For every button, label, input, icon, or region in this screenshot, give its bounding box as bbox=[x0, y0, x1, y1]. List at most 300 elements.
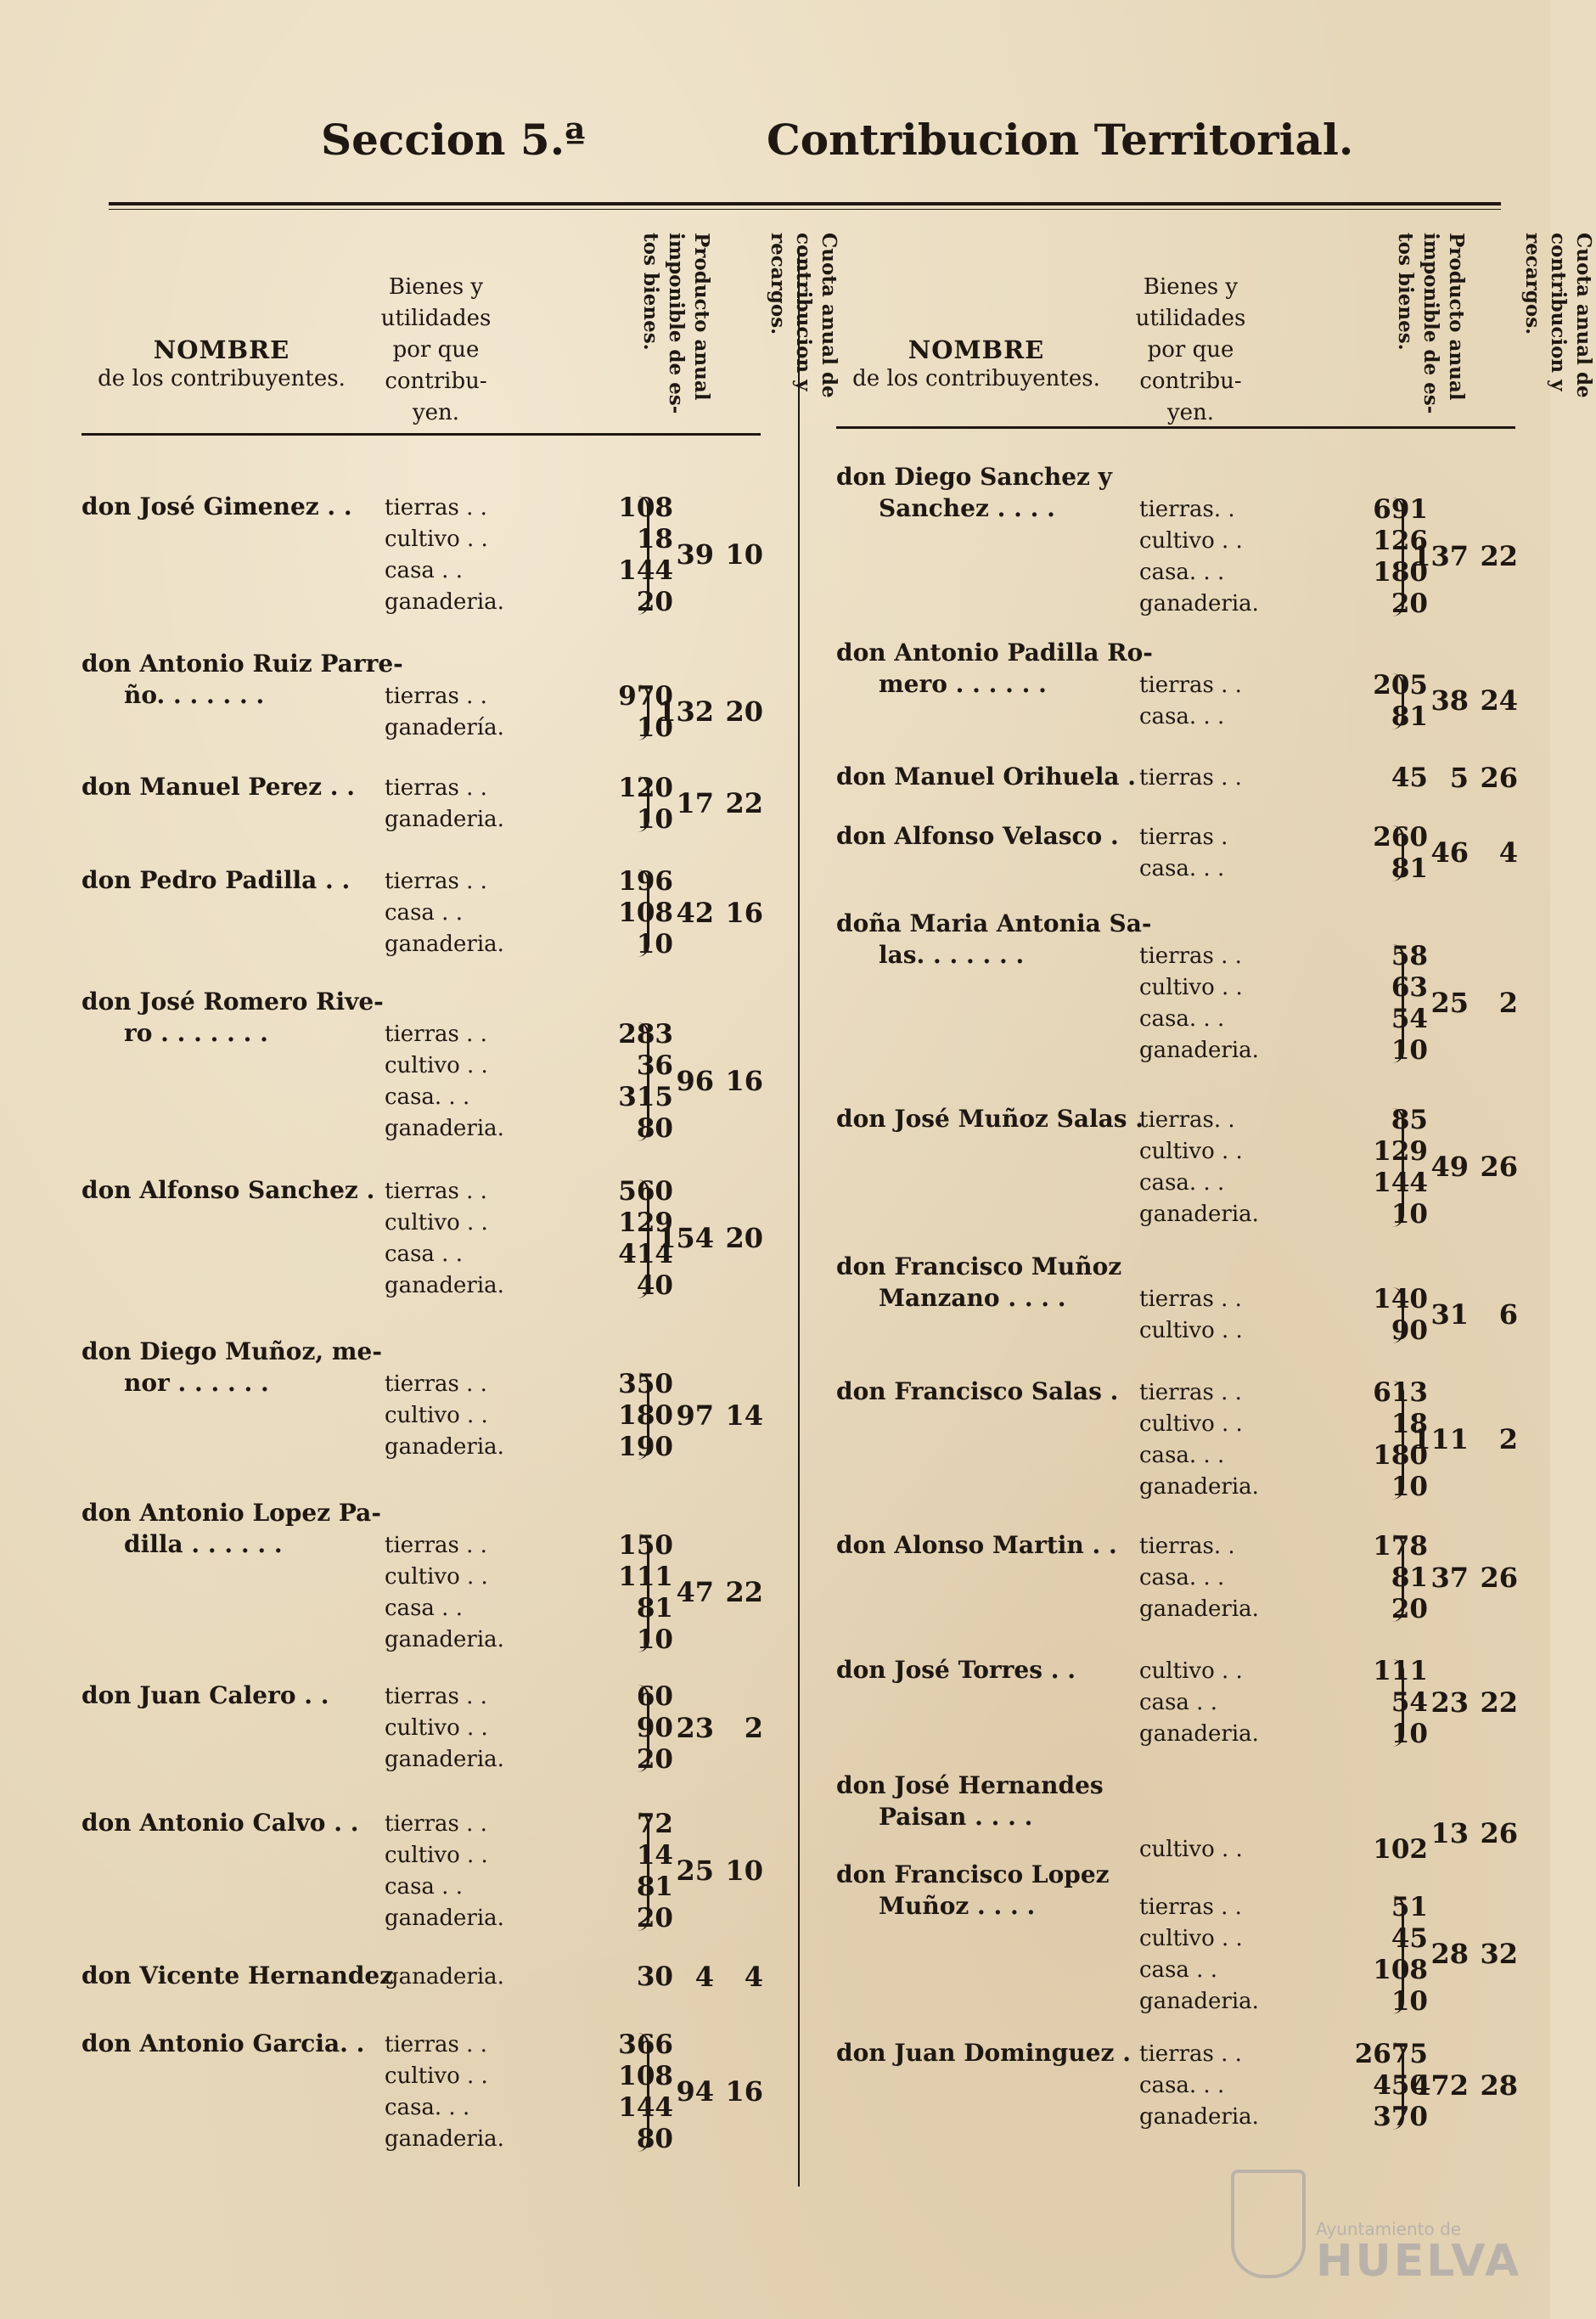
cuota-reales: 37 bbox=[1430, 1561, 1469, 1594]
grouping-brace bbox=[635, 1685, 649, 1772]
grouping-brace bbox=[1390, 1659, 1404, 1747]
cuota-maravedis: 16 bbox=[725, 896, 763, 929]
contributor-entry bbox=[81, 1337, 763, 1462]
producto-value: 10 bbox=[636, 1624, 673, 1655]
holding-type: cultivo . . bbox=[1139, 1139, 1243, 1164]
producto-value: 2675 bbox=[1354, 2039, 1428, 2069]
holding-row bbox=[385, 1400, 673, 1432]
producto-value: 366 bbox=[618, 2029, 673, 2060]
holding-row bbox=[385, 1624, 673, 1656]
holding-row bbox=[1139, 941, 1428, 972]
holding-type: tierras . . bbox=[1139, 2041, 1242, 2067]
holdings-list bbox=[1139, 670, 1428, 733]
header-rule bbox=[81, 433, 761, 436]
grouping-brace bbox=[1390, 1108, 1404, 1227]
holding-row bbox=[1139, 1656, 1428, 1687]
holding-type: cultivo . . bbox=[1139, 1926, 1243, 1951]
producto-value: 180 bbox=[618, 1400, 673, 1431]
holding-row bbox=[1139, 1923, 1428, 1955]
contributor-name-cont: Muñoz . . . . bbox=[879, 1892, 1036, 1920]
holding-row bbox=[385, 866, 673, 898]
holding-type: casa. . . bbox=[385, 1084, 470, 1110]
coat-of-arms-icon bbox=[1231, 2170, 1306, 2278]
contributor-name: don Pedro Padilla . . bbox=[81, 866, 351, 894]
nombre-header-subtitle: de los contribuyentes. bbox=[852, 366, 1100, 391]
producto-value: 613 bbox=[1373, 1377, 1428, 1408]
producto-value: 450 bbox=[1373, 2070, 1428, 2101]
holding-type: casa . . bbox=[1139, 1957, 1217, 1983]
nombre-header-title: NOMBRE bbox=[908, 335, 1045, 364]
grouping-brace bbox=[635, 684, 649, 740]
cuota-maravedis: 10 bbox=[725, 1855, 763, 1887]
contributor-entry bbox=[836, 2039, 1518, 2133]
producto-value: 81 bbox=[1391, 1562, 1428, 1593]
holding-type: casa. . . bbox=[385, 2095, 470, 2120]
cuota-header bbox=[638, 233, 840, 436]
producto-value: 10 bbox=[1391, 1035, 1428, 1066]
producto-value: 80 bbox=[636, 2124, 673, 2154]
cuota-maravedis: 22 bbox=[1480, 540, 1518, 572]
grouping-brace bbox=[635, 1812, 649, 1931]
contributor-entry bbox=[836, 639, 1518, 732]
holding-row bbox=[1139, 2102, 1428, 2133]
producto-value: 315 bbox=[618, 1082, 673, 1112]
holdings-list bbox=[1139, 941, 1428, 1067]
cuota-reales: 132 bbox=[657, 695, 714, 728]
holding-row bbox=[385, 1872, 673, 1903]
cuota-reales: 13 bbox=[1430, 1817, 1469, 1849]
holding-row bbox=[385, 898, 673, 929]
grouping-brace bbox=[1390, 1895, 1404, 2014]
cuota-reales: 472 bbox=[1412, 2069, 1469, 2102]
holding-type: tierras . . bbox=[385, 1371, 487, 1397]
holding-type: ganaderia. bbox=[385, 1747, 504, 1772]
holding-row bbox=[1139, 763, 1428, 794]
producto-value: 180 bbox=[1373, 1440, 1428, 1471]
holdings-list bbox=[1139, 1377, 1428, 1503]
producto-value: 370 bbox=[1373, 2102, 1428, 2132]
cuota-reales: 23 bbox=[1430, 1686, 1469, 1719]
producto-value: 111 bbox=[1373, 1656, 1428, 1686]
contributor-entry bbox=[836, 1377, 1518, 1503]
contributor-name: don Alonso Martin . . bbox=[836, 1531, 1117, 1559]
producto-value: 20 bbox=[1391, 1594, 1428, 1624]
holding-row bbox=[1139, 1803, 1428, 1834]
bienes-header-line: contribu- bbox=[385, 369, 487, 394]
cuota-reales: 46 bbox=[1430, 836, 1469, 869]
holding-type: tierras . . bbox=[385, 1022, 487, 1047]
producto-header bbox=[1265, 233, 1468, 436]
producto-value: 10 bbox=[1391, 1986, 1428, 2017]
bienes-header-line: Bienes y bbox=[388, 274, 484, 300]
holding-type: cultivo . . bbox=[385, 1843, 488, 1868]
holdings-list bbox=[1139, 1803, 1428, 1866]
contributor-name-cont: mero . . . . . . bbox=[879, 670, 1047, 698]
contributor-entry bbox=[81, 1176, 761, 1302]
holding-type: cultivo . . bbox=[1139, 1411, 1243, 1437]
contributor-entry bbox=[836, 1771, 1518, 1865]
cuota-maravedis: 20 bbox=[725, 695, 763, 728]
holding-row bbox=[385, 1681, 673, 1713]
grouping-brace bbox=[1390, 1381, 1404, 1500]
grouping-brace bbox=[635, 1179, 649, 1298]
contributor-entry bbox=[836, 761, 1518, 825]
holdings-list bbox=[385, 1019, 673, 1145]
holding-type: casa. . . bbox=[1139, 560, 1225, 585]
contributor-name: don Antonio Calvo . . bbox=[81, 1809, 359, 1837]
cuota-maravedis: 4 bbox=[744, 1960, 763, 1993]
holding-row bbox=[385, 1082, 673, 1113]
holding-type: casa . . bbox=[385, 1596, 463, 1621]
bienes-header bbox=[1125, 272, 1256, 429]
holding-type: ganaderia. bbox=[385, 589, 504, 615]
holding-type: tierras . bbox=[1139, 825, 1228, 850]
holding-type: casa. . . bbox=[1139, 1170, 1225, 1196]
holding-type: cultivo . . bbox=[1139, 528, 1243, 554]
holdings-list bbox=[1139, 1284, 1428, 1347]
holding-row bbox=[1139, 670, 1428, 701]
producto-value: 40 bbox=[636, 1270, 673, 1301]
grouping-brace bbox=[1390, 673, 1404, 729]
watermark-line2: HUELVA bbox=[1316, 2236, 1522, 2287]
cuota-reales: 4 bbox=[694, 1960, 714, 1993]
holding-type: cultivo . . bbox=[385, 1564, 488, 1590]
holding-type: casa . . bbox=[385, 1874, 463, 1900]
grouping-brace bbox=[635, 776, 649, 832]
holding-type: tierras . . bbox=[385, 775, 487, 801]
producto-value: 80 bbox=[636, 1113, 673, 1144]
producto-value: 81 bbox=[1391, 701, 1428, 732]
holding-row bbox=[1139, 1315, 1428, 1347]
producto-value: 63 bbox=[1391, 972, 1428, 1003]
holdings-list bbox=[385, 681, 673, 744]
holding-row bbox=[1139, 1594, 1428, 1625]
grouping-brace bbox=[635, 496, 649, 615]
holding-row bbox=[385, 712, 673, 744]
holdings-list bbox=[385, 1176, 673, 1302]
grouping-brace bbox=[635, 870, 649, 957]
cuota-reales: 23 bbox=[676, 1711, 714, 1744]
holding-type: ganaderia. bbox=[385, 1273, 504, 1298]
cuota-maravedis: 6 bbox=[1498, 1298, 1518, 1331]
holding-row bbox=[385, 773, 673, 804]
holdings-list bbox=[1139, 494, 1428, 620]
contributor-name: don Alfonso Sanchez . bbox=[81, 1176, 375, 1204]
producto-value: 18 bbox=[1391, 1409, 1428, 1439]
holding-row bbox=[1139, 1105, 1428, 1136]
holding-type: casa . . bbox=[1139, 1690, 1217, 1715]
contributor-name-cont: las. . . . . . . bbox=[879, 941, 1025, 969]
holding-row bbox=[385, 1593, 673, 1624]
holding-type: cultivo . . bbox=[385, 1715, 488, 1741]
holding-type: ganaderia. bbox=[385, 807, 504, 832]
producto-value: 414 bbox=[618, 1239, 673, 1269]
holding-row bbox=[385, 1432, 673, 1463]
grouping-brace bbox=[635, 2033, 649, 2152]
contributor-entry bbox=[81, 493, 761, 618]
holding-type: ganaderia. bbox=[1139, 1721, 1259, 1747]
holdings-list bbox=[1139, 763, 1428, 794]
contributor-name-cont: Manzano . . . . bbox=[879, 1284, 1066, 1312]
watermark-line1: Ayuntamiento de bbox=[1316, 2219, 1462, 2239]
cuota-reales: 17 bbox=[676, 787, 714, 819]
holding-row bbox=[1139, 972, 1428, 1004]
contributor-name-cont: nor . . . . . . bbox=[124, 1369, 269, 1397]
holdings-list bbox=[385, 1809, 673, 1934]
holding-type: ganaderia. bbox=[385, 2126, 504, 2152]
contributor-name: don Antonio Garcia. . bbox=[81, 2029, 365, 2057]
contributor-name: don Antonio Ruiz Parre- bbox=[81, 650, 403, 678]
holding-row bbox=[385, 1713, 673, 1744]
holding-type: cultivo . . bbox=[1139, 975, 1243, 1000]
holding-type: ganaderia. bbox=[385, 1905, 504, 1931]
cuota-maravedis: 22 bbox=[725, 1576, 763, 1608]
holding-type: casa. . . bbox=[1139, 1006, 1225, 1032]
holding-type: ganaderia. bbox=[1139, 2104, 1259, 2130]
holding-row bbox=[1139, 1531, 1428, 1562]
holding-type: casa. . . bbox=[1139, 856, 1225, 881]
contributor-name: don Juan Dominguez . bbox=[836, 2039, 1131, 2067]
holding-row bbox=[385, 1270, 673, 1302]
bienes-header-line: contribu- bbox=[1139, 369, 1242, 394]
contributor-name-cont: dilla . . . . . . bbox=[124, 1530, 283, 1558]
holding-row bbox=[1139, 701, 1428, 733]
producto-value: 150 bbox=[618, 1530, 673, 1561]
bienes-header-line: Bienes y bbox=[1143, 274, 1239, 300]
holding-type: cultivo . . bbox=[385, 2063, 488, 2089]
producto-value: 129 bbox=[1373, 1136, 1428, 1167]
contributor-entry bbox=[836, 1656, 1518, 1750]
column-divider bbox=[798, 246, 800, 2187]
producto-value: 560 bbox=[618, 1176, 673, 1207]
contributor-name: don José Gimenez . . bbox=[81, 493, 352, 521]
contributor-name: don Vicente Hernandez bbox=[81, 1962, 394, 1990]
contributor-name: don Juan Calero . . bbox=[81, 1681, 329, 1709]
holding-row bbox=[385, 1239, 673, 1270]
producto-value: 144 bbox=[618, 2092, 673, 2123]
holding-type: casa. . . bbox=[1139, 704, 1225, 729]
contributor-entry bbox=[836, 1531, 1518, 1625]
bienes-header bbox=[370, 272, 502, 429]
holding-type: ganadería. bbox=[385, 715, 504, 740]
cuota-maravedis: 2 bbox=[1498, 1423, 1518, 1455]
producto-header-text: Producto anual imponible de es- tos bienes. bbox=[1394, 233, 1468, 414]
producto-value: 129 bbox=[618, 1207, 673, 1238]
cuota-maravedis: 16 bbox=[725, 2075, 763, 2108]
producto-value: 10 bbox=[1391, 1199, 1428, 1230]
holding-row bbox=[1139, 1986, 1428, 2018]
producto-header-text: Producto anual imponible de es- tos bienes. bbox=[639, 233, 713, 414]
holding-type: cultivo . . bbox=[385, 1403, 488, 1428]
producto-value: 81 bbox=[636, 1872, 673, 1902]
holding-row bbox=[385, 1903, 673, 1934]
cuota-reales: 25 bbox=[676, 1855, 714, 1887]
bienes-header-line: utilidades bbox=[1135, 306, 1246, 331]
contributor-entry bbox=[81, 1809, 761, 1934]
cuota-reales: 47 bbox=[676, 1576, 714, 1608]
cuota-maravedis: 2 bbox=[1498, 987, 1518, 1019]
holding-row bbox=[385, 1530, 673, 1562]
holding-row bbox=[1139, 1168, 1428, 1199]
cuota-maravedis: 2 bbox=[744, 1711, 763, 1744]
holding-type: ganaderia. bbox=[1139, 1989, 1259, 2014]
cuota-reales: 94 bbox=[676, 2075, 714, 2108]
contributor-name: don Manuel Orihuela . bbox=[836, 763, 1136, 791]
producto-value: 36 bbox=[636, 1050, 673, 1081]
contributor-name: don Antonio Padilla Ro- bbox=[836, 639, 1153, 667]
contributor-entry bbox=[836, 463, 1518, 619]
holding-type: tierras . . bbox=[1139, 943, 1242, 969]
holding-row bbox=[385, 1207, 673, 1239]
producto-value: 10 bbox=[1391, 1719, 1428, 1749]
holding-row bbox=[1139, 853, 1428, 885]
holding-type: tierras . . bbox=[1139, 1286, 1242, 1312]
holding-type: cultivo . . bbox=[1139, 1318, 1243, 1343]
producto-value: 20 bbox=[636, 1903, 673, 1933]
cuota-header-text: Cuota anual de contribucion y recargos. bbox=[767, 233, 840, 398]
contributor-entry bbox=[81, 2029, 761, 2155]
holdings-list bbox=[385, 866, 673, 960]
cuota-reales: 31 bbox=[1430, 1298, 1469, 1331]
producto-value: 45 bbox=[1391, 1923, 1428, 1954]
holding-type: tierras . . bbox=[1139, 1380, 1242, 1405]
holding-row bbox=[385, 929, 673, 960]
contributor-name: don Alfonso Velasco . bbox=[836, 822, 1119, 850]
holdings-list bbox=[385, 493, 673, 618]
holding-type: ganaderia. bbox=[385, 1434, 504, 1460]
producto-value: 85 bbox=[1391, 1105, 1428, 1135]
grouping-brace bbox=[1390, 2042, 1404, 2130]
holding-row bbox=[385, 804, 673, 836]
holding-type: cultivo . . bbox=[385, 526, 488, 552]
holdings-list bbox=[1139, 1105, 1428, 1230]
holding-row bbox=[385, 1562, 673, 1593]
producto-value: 196 bbox=[618, 866, 673, 897]
cuota-reales: 5 bbox=[1449, 761, 1469, 794]
cuota-maravedis: 28 bbox=[1480, 2069, 1518, 2102]
holding-type: ganaderia. bbox=[1139, 1474, 1259, 1500]
cuota-header-text: Cuota anual de contribucion y recargos. bbox=[1521, 233, 1595, 398]
contributor-name: don Francisco Salas . bbox=[836, 1377, 1119, 1405]
producto-value: 190 bbox=[618, 1432, 673, 1462]
holding-row bbox=[1139, 1687, 1428, 1719]
right-table-header bbox=[836, 229, 1595, 437]
holdings-list bbox=[385, 2029, 673, 2155]
cuota-reales: 137 bbox=[1412, 540, 1469, 572]
holding-type: cultivo . . bbox=[385, 1210, 488, 1235]
producto-value: 350 bbox=[618, 1369, 673, 1399]
cuota-maravedis: 20 bbox=[725, 1222, 763, 1254]
nombre-header-title: NOMBRE bbox=[153, 335, 290, 364]
holding-type: ganaderia. bbox=[385, 932, 504, 957]
cuota-reales: 38 bbox=[1430, 684, 1469, 717]
producto-value: 81 bbox=[636, 1593, 673, 1624]
holding-type: ganaderia. bbox=[1139, 591, 1259, 616]
contributor-name: don Diego Muñoz, me- bbox=[81, 1337, 382, 1365]
producto-value: 111 bbox=[618, 1562, 673, 1592]
holdings-list bbox=[385, 1369, 673, 1463]
holding-type: tierras . . bbox=[1139, 765, 1242, 791]
holding-row bbox=[1139, 1892, 1428, 1923]
header-rule bbox=[836, 426, 1515, 429]
producto-value: 10 bbox=[636, 712, 673, 743]
producto-value: 45 bbox=[1391, 763, 1428, 793]
holding-type: tierras . . bbox=[1139, 673, 1242, 698]
contributor-entry bbox=[836, 1105, 1518, 1230]
watermark-stamp bbox=[1231, 2170, 1522, 2297]
left-column bbox=[81, 0, 840, 2319]
holding-row bbox=[1139, 557, 1428, 588]
cuota-maravedis: 16 bbox=[725, 1065, 763, 1097]
nombre-header bbox=[81, 335, 362, 393]
holding-type: tierras . . bbox=[385, 2032, 487, 2057]
holding-row bbox=[1139, 1284, 1428, 1315]
left-table-header bbox=[81, 229, 840, 437]
producto-value: 283 bbox=[618, 1019, 673, 1050]
holding-type: tierras. . bbox=[1139, 1534, 1235, 1559]
grouping-brace bbox=[635, 1022, 649, 1141]
cuota-reales: 39 bbox=[676, 538, 714, 571]
holding-type: ganaderia. bbox=[385, 1116, 504, 1141]
cuota-reales: 97 bbox=[676, 1399, 714, 1432]
contributor-name: don Diego Sanchez y bbox=[836, 463, 1112, 491]
producto-value: 81 bbox=[1391, 853, 1428, 884]
producto-value: 10 bbox=[636, 929, 673, 960]
cuota-reales: 42 bbox=[676, 896, 714, 929]
cuota-reales: 111 bbox=[1412, 1423, 1469, 1455]
bienes-header-line: por que bbox=[1147, 337, 1234, 363]
cuota-reales: 28 bbox=[1430, 1938, 1469, 1970]
holding-type: tierras . . bbox=[385, 1533, 487, 1558]
producto-value: 126 bbox=[1373, 526, 1428, 556]
producto-value: 20 bbox=[636, 587, 673, 617]
holding-type: casa. . . bbox=[1139, 1565, 1225, 1590]
holding-row bbox=[1139, 1472, 1428, 1503]
producto-value: 108 bbox=[618, 493, 673, 523]
holding-type: ganaderia. bbox=[385, 1964, 504, 1990]
contributor-entry bbox=[81, 650, 763, 743]
producto-value: 14 bbox=[636, 1840, 673, 1871]
producto-value: 72 bbox=[636, 1809, 673, 1839]
producto-value: 691 bbox=[1373, 494, 1428, 525]
producto-value: 20 bbox=[636, 1744, 673, 1775]
contributor-name: don José Romero Rive- bbox=[81, 988, 384, 1016]
cuota-maravedis: 32 bbox=[1480, 1938, 1518, 1970]
page-title: Contribucion Territorial. bbox=[767, 115, 1354, 165]
grouping-brace bbox=[1390, 498, 1404, 616]
contributor-entry bbox=[81, 773, 761, 836]
holding-row bbox=[385, 1176, 673, 1207]
cuota-maravedis: 26 bbox=[1480, 761, 1518, 794]
holding-row bbox=[1139, 1377, 1428, 1409]
holding-type: tierras. . bbox=[1139, 1107, 1235, 1133]
producto-value: 144 bbox=[618, 555, 673, 586]
holdings-list bbox=[1139, 1892, 1428, 2018]
contributor-name: don Francisco Lopez bbox=[836, 1860, 1110, 1888]
bienes-header-line: yen. bbox=[412, 400, 460, 425]
producto-value: 260 bbox=[1373, 822, 1428, 853]
holding-type: tierras . . bbox=[385, 869, 487, 894]
producto-value: 108 bbox=[1373, 1955, 1428, 1985]
producto-value: 20 bbox=[1391, 588, 1428, 619]
producto-value: 140 bbox=[1373, 1284, 1428, 1314]
holding-type: cultivo . . bbox=[1139, 1658, 1243, 1684]
grouping-brace bbox=[635, 1534, 649, 1652]
producto-value: 205 bbox=[1373, 670, 1428, 701]
holding-row bbox=[1139, 1136, 1428, 1168]
holding-row bbox=[385, 1809, 673, 1840]
holding-type: tierras . . bbox=[1139, 1894, 1242, 1920]
